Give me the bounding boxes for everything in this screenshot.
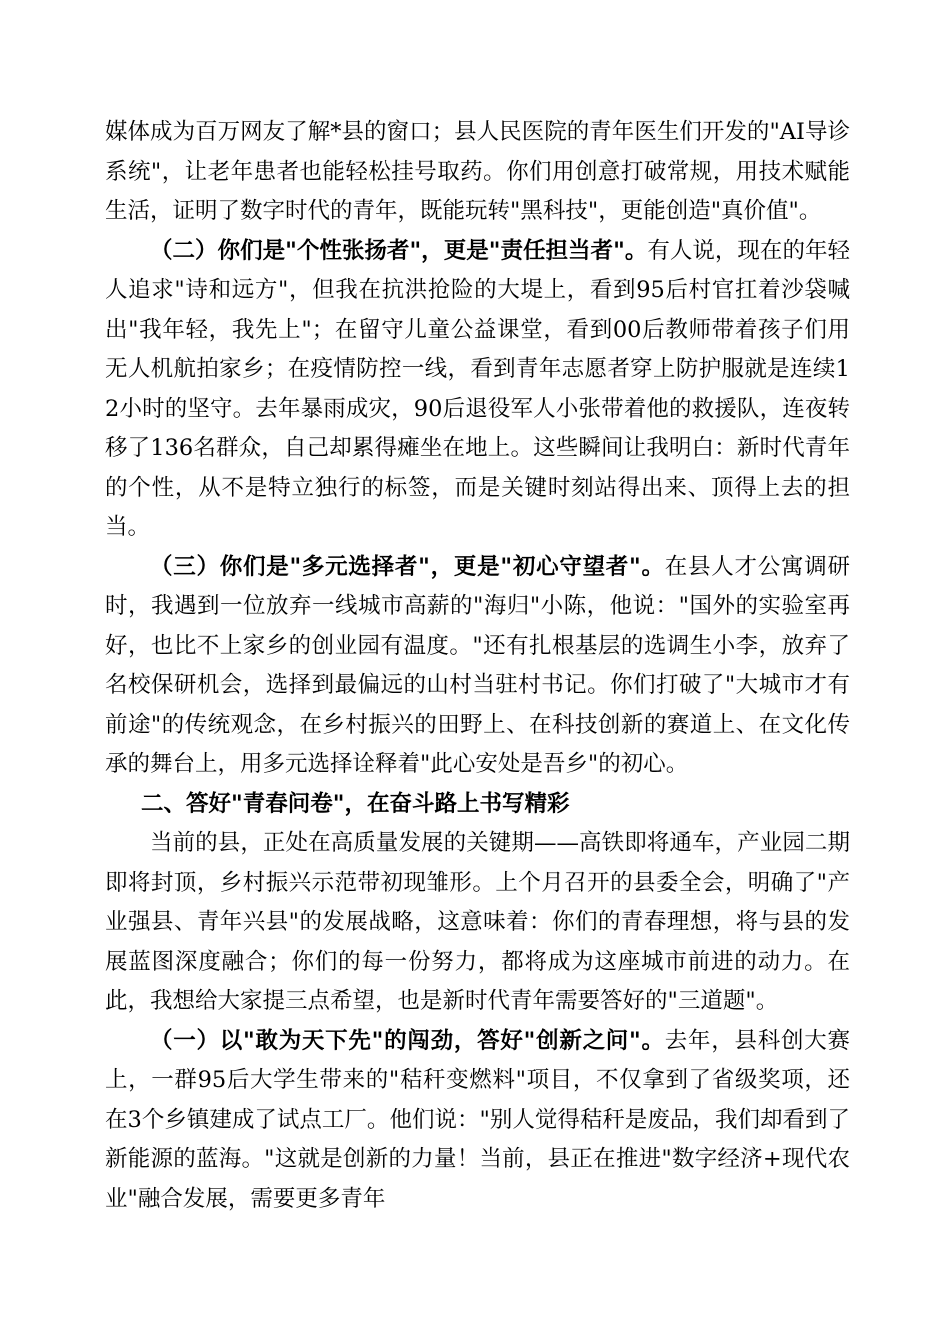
document-page — [105, 113, 850, 1219]
hope-1-body: 去年，县科创大赛上，一群95后大学生带来的"秸秆变燃料"项目，不仅拿到了省级奖项，还在3个乡镇建成了试点工厂。他们说："别人觉得秸秆是废品，我们却看到了新能源的蓝海。"这就是创新的力量！当前，县正在推进"数字经济+现代农业"融合发展，需要更多青年 — [105, 1027, 850, 1212]
paragraph-hope-1 — [105, 1022, 850, 1220]
point-2-lead: （二）你们是"个性张扬者"，更是"责任担当者"。 — [150, 237, 648, 264]
point-2-body: 有人说，现在的年轻人追求"诗和远方"，但我在抗洪抢险的大堤上，看到95后村官扛着沙袋喊出"我年轻，我先上"；在留守儿童公益课堂，看到00后教师带着孩子们用无人机航拍家乡；在疫情防控一线，看到青年志愿者穿上防护服就是连续12小时的坚守。去年暴雨成灾，90后退役军人小张带着他的救援队，连夜转移了136名群众，自己却累得瘫坐在地上。这些瞬间让我明白：新时代青年的个性，从不是特立独行的标签，而是关键时刻站得出来、顶得上去的担当。 — [105, 237, 850, 540]
point-3-body: 在县人才公寓调研时，我遇到一位放弃一线城市高薪的"海归"小陈，他说："国外的实验室再好，也比不上家乡的创业园有温度。"还有扎根基层的选调生小李，放弃了名校保研机会，选择到最偏远的山村当驻村书记。你们打破了"大城市才有前途"的传统观念，在乡村振兴的田野上、在科技创新的赛道上、在文化传承的舞台上，用多元选择诠释着"此心安处是吾乡"的初心。 — [105, 553, 850, 777]
paragraph-continued: 媒体成为百万网友了解*县的窗口；县人民医院的青年医生们开发的"AI导诊系统"，让老年患者也能轻松挂号取药。你们用创意打破常规，用技术赋能生活，证明了数字时代的青年，既能玩转"黑科技"，更能创造"真价值"。 — [105, 119, 850, 224]
hope-1-lead: （一）以"敢为天下先"的闯劲，答好"创新之问"。 — [150, 1027, 665, 1054]
paragraph-point-2 — [105, 232, 850, 548]
paragraph-section-intro: 当前的县，正处在高质量发展的关键期——高铁即将通车，产业园二期即将封顶，乡村振兴示范带初现雏形。上个月召开的县委全会，明确了"产业强县、青年兴县"的发展战略，这意味着：你们的青春理想，将与县的发展蓝图深度融合；你们的每一份努力，都将成为这座城市前进的动力。在此，我想给大家提三点希望，也是新时代青年需要答好的"三道题"。 — [105, 830, 850, 1014]
section-heading-2: 二、答好"青春问卷"，在奋斗路上书写精彩 — [141, 790, 570, 817]
point-3-lead: （三）你们是"多元选择者"，更是"初心守望者"。 — [150, 553, 665, 580]
paragraph-point-3 — [105, 548, 850, 785]
